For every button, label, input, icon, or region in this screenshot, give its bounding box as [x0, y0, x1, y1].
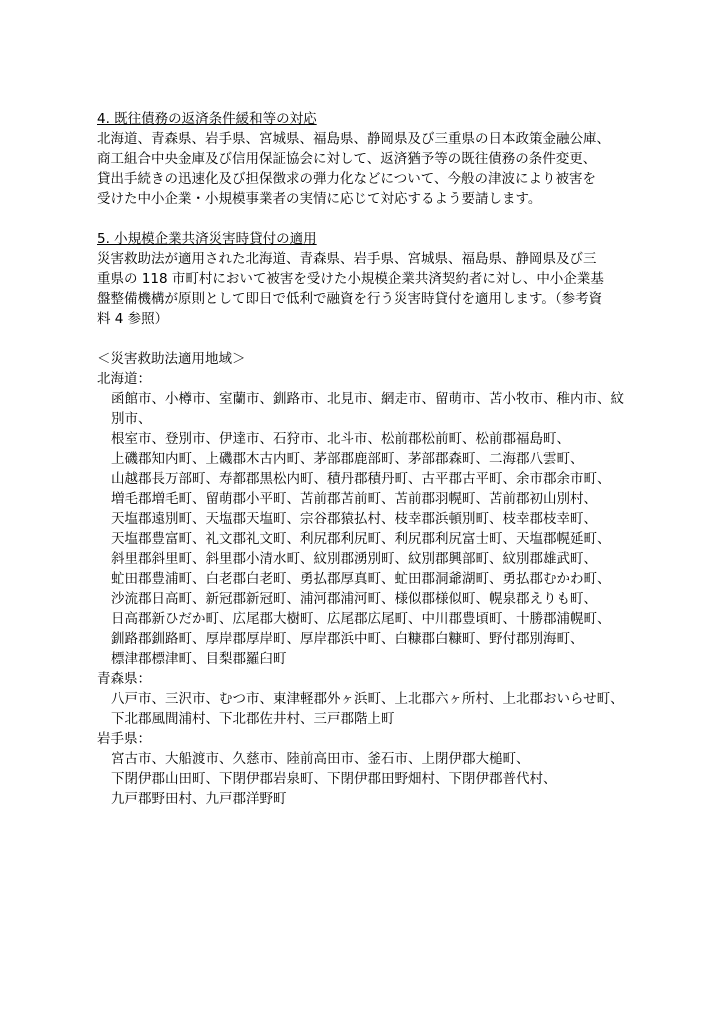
hokkaido-line: 斜里郡斜里町、斜里郡小清水町、紋別郡湧別町、紋別郡興部町、紋別郡雄武町、 — [111, 551, 597, 567]
spacer — [97, 329, 647, 349]
hokkaido-line: 沙流郡日高町、新冠郡新冠町、浦河郡浦河町、様似郡様似町、幌泉郡えりも町、 — [111, 591, 597, 607]
hokkaido-line: 根室市、登別市、伊達市、石狩市、北斗市、松前郡松前町、松前郡福島町、 — [111, 431, 570, 447]
disaster-relief-areas — [97, 349, 647, 809]
region-label-iwate: 岩手県： — [97, 731, 151, 747]
iwate-line: 九戸郡野田村、九戸郡洋野町 — [111, 791, 287, 807]
aomori-line: 八戸市、三沢市、むつ市、東津軽郡外ヶ浜町、上北郡六ヶ所村、上北郡おいらせ町、 — [111, 691, 624, 707]
document-body — [97, 109, 647, 809]
section-4 — [97, 109, 647, 209]
section-4-line: 貸出手続きの迅速化及び担保徴求の弾力化などについて、今般の津波により被害を — [97, 171, 596, 187]
section-4-line: 商工組合中央金庫及び信用保証協会に対して、返済猶予等の既往債務の条件変更、 — [97, 151, 597, 167]
hokkaido-line: 釧路郡釧路町、厚岸郡厚岸町、厚岸郡浜中町、白糠郡白糠町、野付郡別海町、 — [111, 631, 584, 647]
section-5-line: 重県の 118 市町村において被害を受けた小規模企業共済契約者に対し、中小企業基 — [97, 271, 604, 287]
hokkaido-line: 虻田郡豊浦町、白老郡白老町、勇払郡厚真町、虻田郡洞爺湖町、勇払郡むかわ町、 — [111, 571, 611, 587]
section-4-heading: 4. 既往債務の返済条件緩和等の対応 — [97, 111, 317, 127]
region-label-hokkaido: 北海道： — [97, 371, 151, 387]
hokkaido-line: 天塩郡豊富町、礼文郡礼文町、利尻郡利尻町、利尻郡利尻富士町、天塩郡幌延町、 — [111, 531, 611, 547]
section-5-line: 災害救助法が適用された北海道、青森県、岩手県、宮城県、福島県、静岡県及び三 — [97, 251, 597, 267]
areas-title: ＜災害救助法適用地域＞ — [97, 351, 246, 367]
hokkaido-line: 上磯郡知内町、上磯郡木古内町、茅部郡鹿部町、茅部郡森町、二海郡八雲町、 — [111, 451, 584, 467]
spacer — [97, 209, 647, 229]
iwate-line: 宮古市、大船渡市、久慈市、陸前高田市、釜石市、上閉伊郡大槌町、 — [111, 751, 530, 767]
iwate-line: 下閉伊郡山田町、下閉伊郡岩泉町、下閉伊郡田野畑村、下閉伊郡普代村、 — [111, 771, 557, 787]
section-4-line: 北海道、青森県、岩手県、宮城県、福島県、静岡県及び三重県の日本政策金融公庫、 — [97, 131, 610, 147]
section-5-line: 料 4 参照） — [97, 311, 169, 327]
hokkaido-line: 増毛郡増毛町、留萌郡小平町、苫前郡苫前町、苫前郡羽幌町、苫前郡初山別村、 — [111, 491, 597, 507]
hokkaido-line: 標津郡標津町、目梨郡羅臼町 — [111, 651, 287, 667]
hokkaido-line: 別市、 — [111, 411, 152, 427]
hokkaido-line: 日高郡新ひだか町、広尾郡大樹町、広尾郡広尾町、中川郡豊頃町、十勝郡浦幌町、 — [111, 611, 611, 627]
region-label-aomori: 青森県： — [97, 671, 151, 687]
section-5 — [97, 229, 647, 329]
section-5-heading: 5. 小規模企業共済災害時貸付の適用 — [97, 231, 317, 247]
hokkaido-line: 山越郡長万部町、寿都郡黒松内町、積丹郡積丹町、古平郡古平町、余市郡余市町、 — [111, 471, 611, 487]
aomori-line: 下北郡風間浦村、下北郡佐井村、三戸郡階上町 — [111, 711, 395, 727]
hokkaido-line: 函館市、小樽市、室蘭市、釧路市、北見市、網走市、留萌市、苫小牧市、稚内市、紋 — [111, 391, 624, 407]
section-4-line: 受けた中小企業・小規模事業者の実情に応じて対応するよう要請します。 — [97, 191, 542, 207]
section-5-line: 盤整備機構が原則として即日で低利で融資を行う災害時貸付を適用します。（参考資 — [97, 291, 603, 307]
hokkaido-line: 天塩郡遠別町、天塩郡天塩町、宗谷郡猿払村、枝幸郡浜頓別町、枝幸郡枝幸町、 — [111, 511, 597, 527]
